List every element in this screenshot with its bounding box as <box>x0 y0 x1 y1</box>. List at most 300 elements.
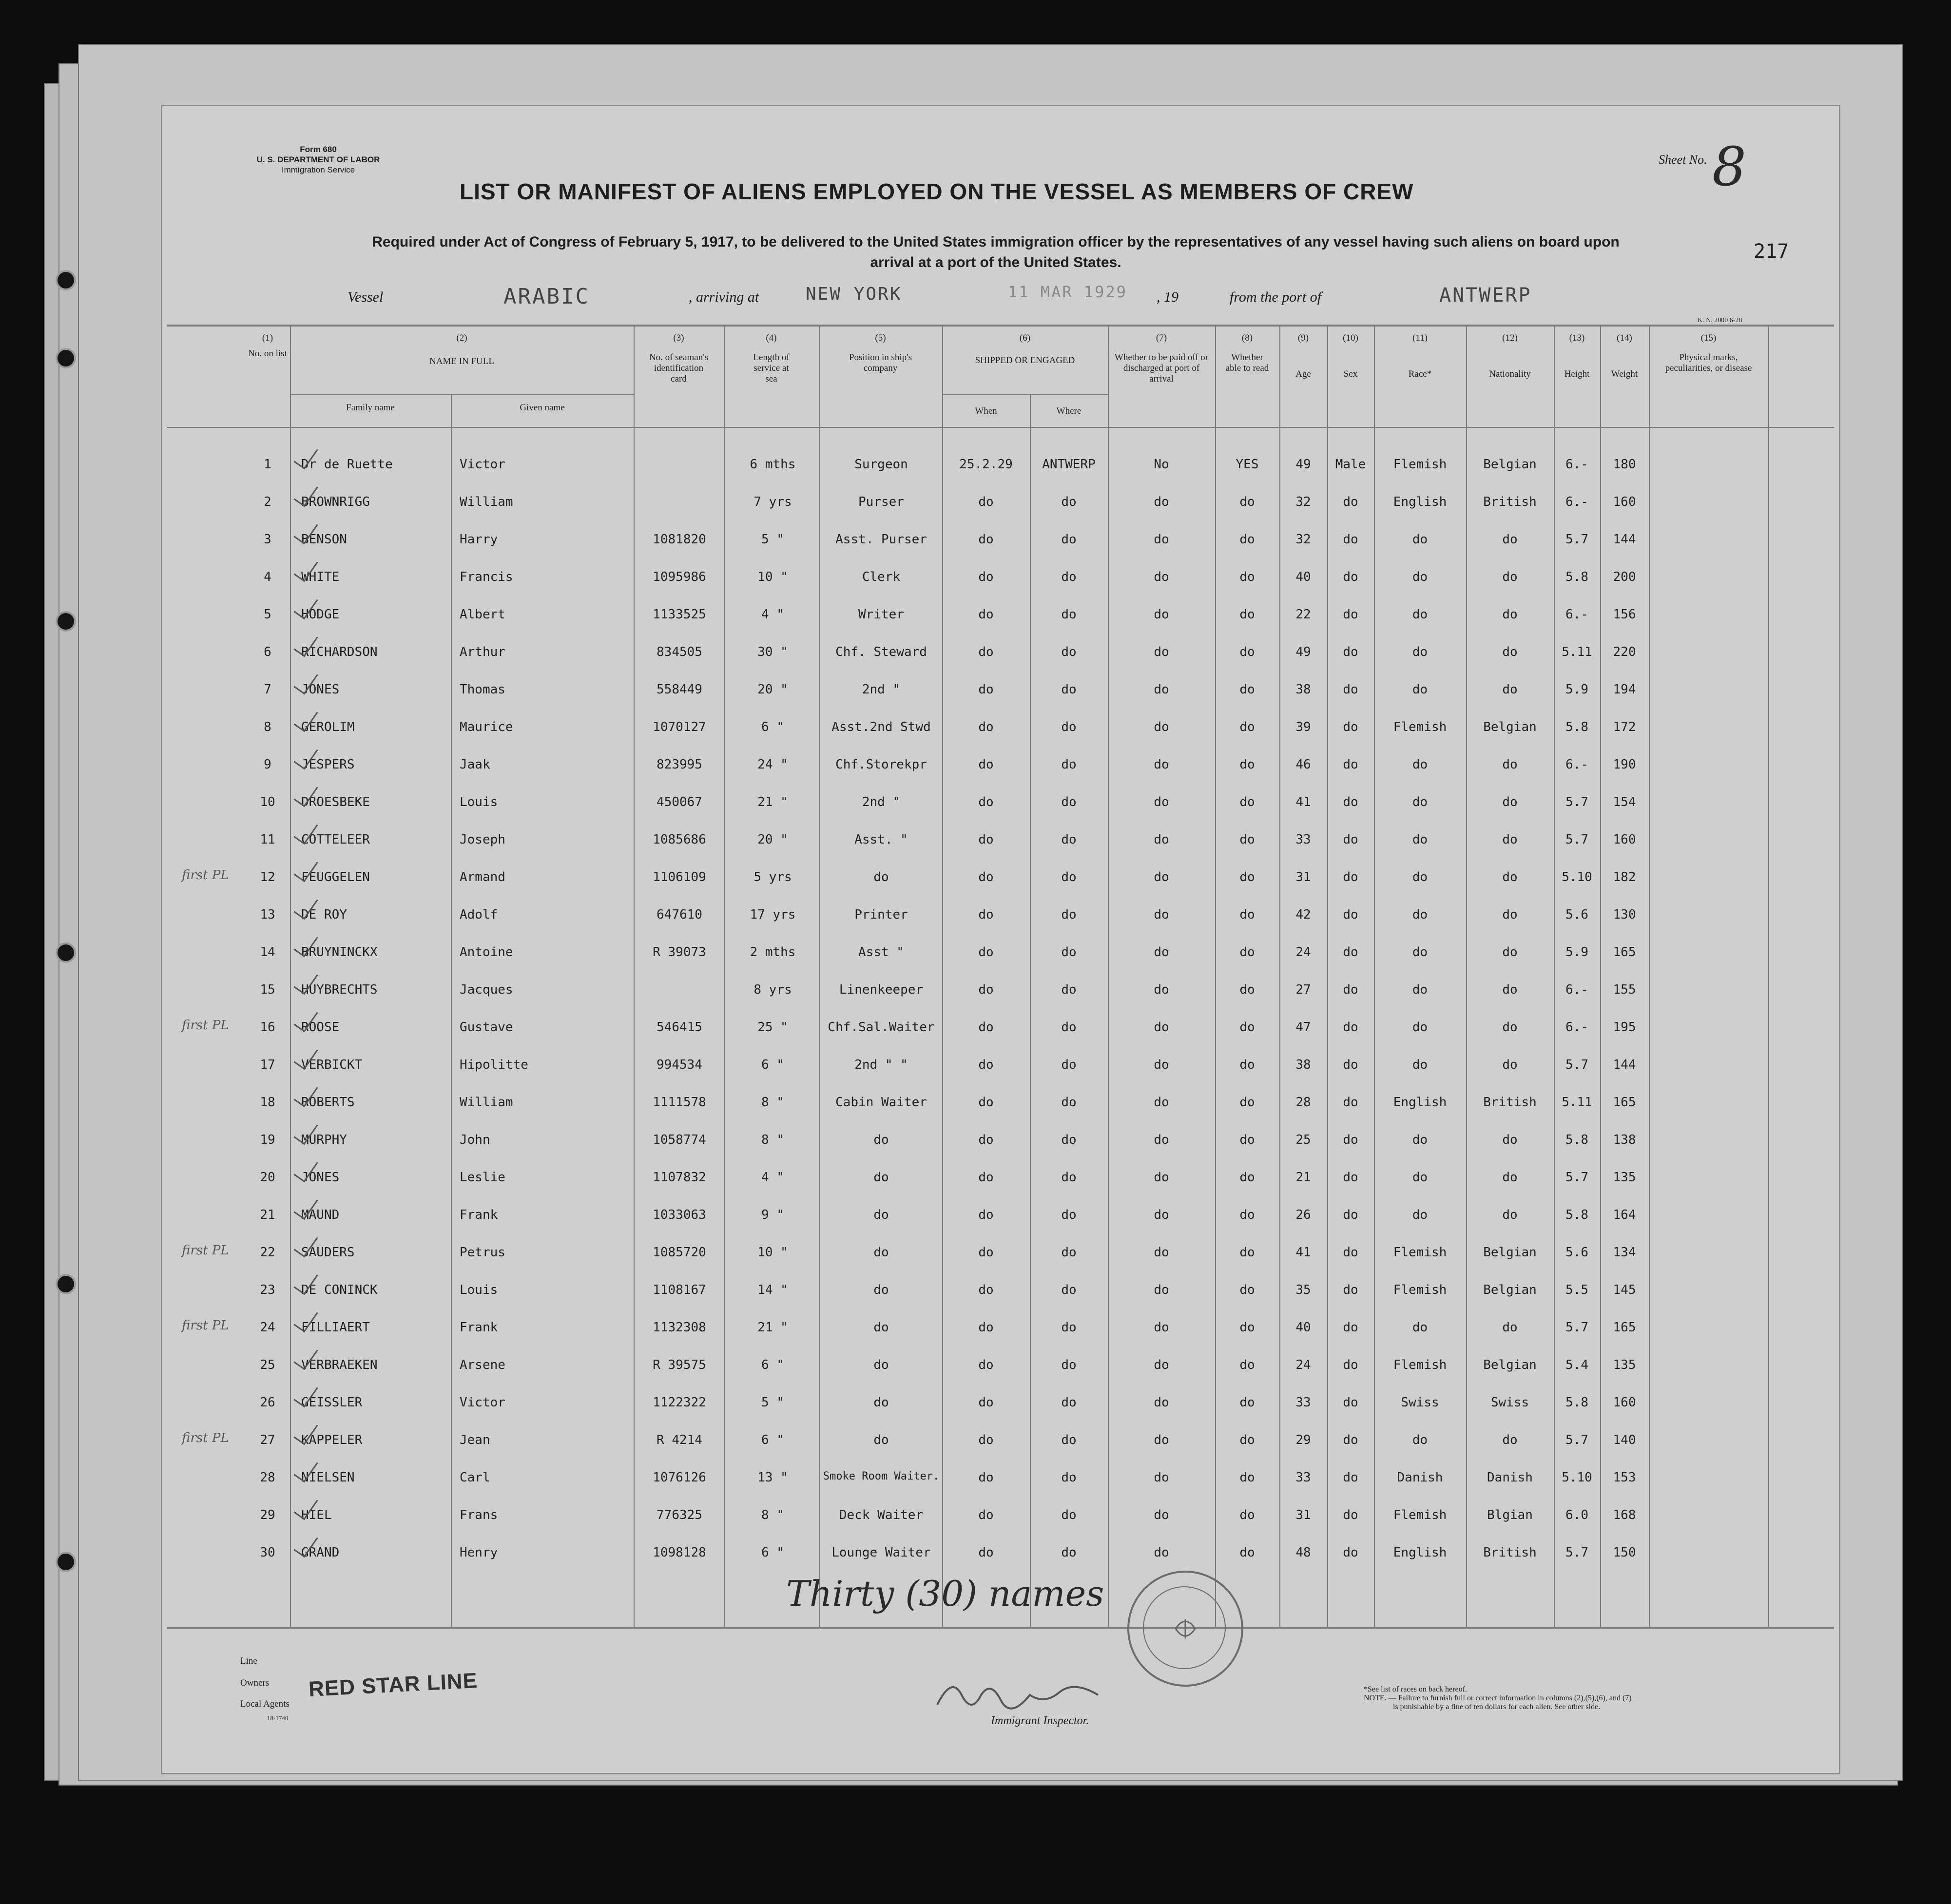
cell-no: 30 <box>260 1545 275 1560</box>
cell-able-to-read: do <box>1239 945 1255 960</box>
cell-given-name: Gustave <box>460 1020 513 1035</box>
cell-no: 23 <box>260 1283 275 1297</box>
cell-no: 19 <box>260 1133 275 1147</box>
cell-shipped-where: do <box>1061 645 1077 659</box>
cell-weight: 164 <box>1613 1208 1636 1222</box>
cell-position: Chf.Storekpr <box>835 757 927 772</box>
cell-length-service: 17 yrs <box>750 907 796 922</box>
cell-length-service: 6 " <box>761 1358 784 1372</box>
col-header-read: (8) Whether able to read <box>1225 333 1269 373</box>
cell-age: 41 <box>1295 795 1311 809</box>
cell-paid-off: do <box>1154 682 1169 697</box>
cell-position: do <box>873 1395 889 1410</box>
cell-sex: do <box>1343 1283 1358 1297</box>
cell-length-service: 4 " <box>761 1170 784 1185</box>
cell-weight: 172 <box>1613 720 1636 734</box>
cell-given-name: Joseph <box>460 832 505 847</box>
cell-shipped-when: do <box>978 1508 994 1522</box>
form-subtitle <box>260 232 1732 273</box>
cell-shipped-where: do <box>1061 495 1077 509</box>
cell-id-card: 558449 <box>657 682 702 697</box>
cell-given-name: Jacques <box>460 982 513 997</box>
seal-eagle-icon <box>1129 1573 1241 1685</box>
cell-position: Cabin Waiter <box>835 1095 927 1110</box>
cell-nationality: do <box>1502 907 1518 922</box>
cell-no: 26 <box>260 1395 275 1410</box>
cell-shipped-when: do <box>978 1283 994 1297</box>
cell-weight: 165 <box>1613 945 1636 960</box>
cell-nationality: do <box>1502 1020 1518 1035</box>
cell-height: 5.10 <box>1562 870 1592 885</box>
cell-age: 38 <box>1295 682 1311 697</box>
cell-id-card: R 39073 <box>653 945 706 960</box>
cell-weight: 165 <box>1613 1320 1636 1335</box>
cell-family-name: WHITE <box>301 570 340 584</box>
cell-id-card: 1070127 <box>653 720 706 734</box>
cell-family-name: GEROLIM <box>301 720 355 734</box>
cell-position: do <box>873 1358 889 1372</box>
cell-weight: 168 <box>1613 1508 1636 1522</box>
col-header-position: (5) Position in ship's company <box>849 333 912 373</box>
cell-race: do <box>1412 1133 1428 1147</box>
cell-age: 27 <box>1295 982 1311 997</box>
cell-race: do <box>1412 1433 1428 1447</box>
cell-weight: 160 <box>1613 832 1636 847</box>
cell-shipped-where: do <box>1061 870 1077 885</box>
cell-age: 48 <box>1295 1545 1311 1560</box>
col-header-paid-off: (7) Whether to be paid off or discharged at port of arrival <box>1114 333 1209 384</box>
cell-position: 2nd " <box>862 795 901 809</box>
cell-weight: 160 <box>1613 1395 1636 1410</box>
cell-length-service: 6 " <box>761 1058 784 1072</box>
cell-weight: 194 <box>1613 682 1636 697</box>
cell-position: do <box>873 1283 889 1297</box>
cell-family-name: FILLIAERT <box>301 1320 370 1335</box>
cell-id-card: 1081820 <box>653 532 706 547</box>
col-divider <box>1108 326 1109 1627</box>
cell-age: 39 <box>1295 720 1311 734</box>
cell-no: 11 <box>260 832 275 847</box>
cell-sex: do <box>1343 1545 1358 1560</box>
cell-weight: 154 <box>1613 795 1636 809</box>
cell-given-name: Victor <box>460 1395 505 1410</box>
col-divider <box>942 326 943 1627</box>
cell-sex: do <box>1343 870 1358 885</box>
cell-weight: 150 <box>1613 1545 1636 1560</box>
cell-race: Flemish <box>1393 457 1447 472</box>
cell-length-service: 4 " <box>761 607 784 622</box>
cell-race: Flemish <box>1393 720 1447 734</box>
cell-able-to-read: YES <box>1236 457 1259 472</box>
col-header-marks: (15) Physical marks, peculiarities, or disease <box>1665 333 1752 373</box>
cell-shipped-when: do <box>978 495 994 509</box>
cell-nationality: do <box>1502 645 1518 659</box>
cell-sex: do <box>1343 1095 1358 1110</box>
cell-paid-off: do <box>1154 795 1169 809</box>
cell-paid-off: do <box>1154 1058 1169 1072</box>
cell-position: do <box>873 1433 889 1447</box>
cell-height: 6.- <box>1565 457 1588 472</box>
cell-family-name: MURPHY <box>301 1133 347 1147</box>
cell-position: Clerk <box>862 570 901 584</box>
cell-sex: Male <box>1335 457 1366 472</box>
cell-height: 5.9 <box>1565 682 1588 697</box>
cell-no: 20 <box>260 1170 275 1185</box>
cell-position: 2nd " " <box>854 1058 908 1072</box>
cell-paid-off: do <box>1154 720 1169 734</box>
cell-paid-off: do <box>1154 1320 1169 1335</box>
cell-race: English <box>1393 495 1447 509</box>
cell-length-service: 21 " <box>757 795 788 809</box>
cell-id-card: 1058774 <box>653 1133 706 1147</box>
cell-no: 12 <box>260 870 275 885</box>
shipped-subheader-rule <box>942 394 1108 395</box>
cell-able-to-read: do <box>1239 532 1255 547</box>
closing-note: Thirty (30) names <box>786 1573 1104 1614</box>
cell-no: 29 <box>260 1508 275 1522</box>
cell-able-to-read: do <box>1239 832 1255 847</box>
cell-no: 1 <box>264 457 271 472</box>
cell-height: 6.- <box>1565 607 1588 622</box>
punch-hole <box>58 944 74 961</box>
cell-shipped-where: do <box>1061 1058 1077 1072</box>
cell-shipped-when: do <box>978 1433 994 1447</box>
cell-given-name: Victor <box>460 457 505 472</box>
cell-shipped-where: do <box>1061 1508 1077 1522</box>
col-divider <box>290 326 291 1627</box>
cell-paid-off: do <box>1154 1395 1169 1410</box>
cell-paid-off: do <box>1154 607 1169 622</box>
cell-able-to-read: do <box>1239 1095 1255 1110</box>
margin-note: first PL <box>182 1243 229 1258</box>
cell-nationality: Swiss <box>1490 1395 1529 1410</box>
cell-race: Flemish <box>1393 1358 1447 1372</box>
cell-position: Asst " <box>858 945 904 960</box>
cell-no: 22 <box>260 1245 275 1260</box>
cell-shipped-when: do <box>978 1208 994 1222</box>
vessel-name: ARABIC <box>503 284 590 309</box>
col-header-weight: (14) Weight <box>1611 333 1638 379</box>
cell-id-card: 1085686 <box>653 832 706 847</box>
cell-weight: 144 <box>1613 532 1636 547</box>
cell-height: 5.7 <box>1565 1320 1588 1335</box>
cell-height: 5.4 <box>1565 1358 1588 1372</box>
cell-id-card: 546415 <box>657 1020 702 1035</box>
cell-able-to-read: do <box>1239 645 1255 659</box>
punch-hole <box>58 613 74 630</box>
cell-sex: do <box>1343 1208 1358 1222</box>
cell-shipped-where: do <box>1061 1470 1077 1485</box>
cell-length-service: 30 " <box>757 645 788 659</box>
col-header-when: When <box>975 406 997 416</box>
cell-nationality: British <box>1483 1095 1537 1110</box>
cell-paid-off: do <box>1154 1545 1169 1560</box>
cell-weight: 195 <box>1613 1020 1636 1035</box>
cell-shipped-when: do <box>978 570 994 584</box>
cell-position: Linenkeeper <box>839 982 924 997</box>
cell-no: 8 <box>264 720 271 734</box>
cell-shipped-when: do <box>978 1170 994 1185</box>
cell-weight: 180 <box>1613 457 1636 472</box>
cell-age: 24 <box>1295 945 1311 960</box>
col-divider <box>819 326 820 1627</box>
cell-id-card: 1095986 <box>653 570 706 584</box>
cell-height: 6.0 <box>1565 1508 1588 1522</box>
col-divider <box>1215 326 1216 1627</box>
cell-race: do <box>1412 682 1428 697</box>
cell-position: Surgeon <box>854 457 908 472</box>
manifest-sheet <box>161 105 1840 1774</box>
cell-weight: 138 <box>1613 1133 1636 1147</box>
cell-able-to-read: do <box>1239 1283 1255 1297</box>
cell-weight: 220 <box>1613 645 1636 659</box>
cell-nationality: do <box>1502 1058 1518 1072</box>
cell-race: do <box>1412 795 1428 809</box>
cell-shipped-when: do <box>978 1470 994 1485</box>
cell-age: 31 <box>1295 1508 1311 1522</box>
cell-shipped-when: do <box>978 832 994 847</box>
cell-no: 2 <box>264 495 271 509</box>
cell-shipped-when: do <box>978 1245 994 1260</box>
cell-shipped-where: do <box>1061 757 1077 772</box>
cell-nationality: do <box>1502 532 1518 547</box>
cell-nationality: do <box>1502 1208 1518 1222</box>
cell-family-name: COTTELEER <box>301 832 370 847</box>
cell-race: do <box>1412 1320 1428 1335</box>
cell-height: 5.7 <box>1565 795 1588 809</box>
cell-able-to-read: do <box>1239 1058 1255 1072</box>
port-label: from the port of <box>1230 289 1322 305</box>
cell-family-name: DE ROY <box>301 907 347 922</box>
cell-height: 5.8 <box>1565 720 1588 734</box>
cell-no: 14 <box>260 945 275 960</box>
cell-able-to-read: do <box>1239 1320 1255 1335</box>
cell-given-name: Henry <box>460 1545 498 1560</box>
cell-no: 21 <box>260 1208 275 1222</box>
cell-length-service: 9 " <box>761 1208 784 1222</box>
col-divider <box>1327 326 1328 1627</box>
cell-paid-off: do <box>1154 832 1169 847</box>
cell-no: 6 <box>264 645 271 659</box>
cell-no: 18 <box>260 1095 275 1110</box>
cell-sex: do <box>1343 720 1358 734</box>
cell-family-name: GEISSLER <box>301 1395 363 1410</box>
cell-paid-off: do <box>1154 945 1169 960</box>
cell-position: do <box>873 1245 889 1260</box>
margin-note: first PL <box>182 1431 229 1445</box>
cell-able-to-read: do <box>1239 1433 1255 1447</box>
cell-weight: 165 <box>1613 1095 1636 1110</box>
cell-age: 40 <box>1295 1320 1311 1335</box>
col-header-shipped: (6) SHIPPED OR ENGAGED <box>975 333 1075 365</box>
cell-sex: do <box>1343 1320 1358 1335</box>
cell-paid-off: do <box>1154 907 1169 922</box>
col-header-card: (3) No. of seaman's identification card <box>649 333 709 384</box>
cell-paid-off: do <box>1154 570 1169 584</box>
cell-able-to-read: do <box>1239 1245 1255 1260</box>
cell-family-name: MAUND <box>301 1208 340 1222</box>
table-top-rule <box>167 325 1834 327</box>
cell-given-name: Louis <box>460 1283 498 1297</box>
page-title: LIST OR MANIFEST OF ALIENS EMPLOYED ON THE VESSEL AS MEMBERS OF CREW <box>460 179 1414 204</box>
cell-id-card: 1122322 <box>653 1395 706 1410</box>
cell-sex: do <box>1343 1058 1358 1072</box>
cell-paid-off: do <box>1154 1470 1169 1485</box>
cell-given-name: Petrus <box>460 1245 505 1260</box>
cell-given-name: Adolf <box>460 907 498 922</box>
cell-position: do <box>873 1170 889 1185</box>
cell-paid-off: do <box>1154 1245 1169 1260</box>
cell-nationality: Belgian <box>1483 1358 1537 1372</box>
cell-sex: do <box>1343 682 1358 697</box>
cell-shipped-where: do <box>1061 1133 1077 1147</box>
cell-nationality: do <box>1502 757 1518 772</box>
cell-position: Asst. " <box>854 832 908 847</box>
cell-given-name: Hipolitte <box>460 1058 528 1072</box>
cell-sex: do <box>1343 1395 1358 1410</box>
cell-paid-off: do <box>1154 532 1169 547</box>
cell-family-name: BRUYNINCKX <box>301 945 378 960</box>
red-star-line-stamp: RED STAR LINE <box>308 1668 479 1702</box>
cell-height: 6.- <box>1565 1020 1588 1035</box>
cell-paid-off: do <box>1154 495 1169 509</box>
cell-able-to-read: do <box>1239 1133 1255 1147</box>
cell-paid-off: do <box>1154 1358 1169 1372</box>
cell-family-name: FEUGGELEN <box>301 870 370 885</box>
cell-id-card: R 4214 <box>657 1433 702 1447</box>
cell-nationality: Blgian <box>1487 1508 1533 1522</box>
cell-id-card: 450067 <box>657 795 702 809</box>
cell-shipped-when: do <box>978 907 994 922</box>
cell-length-service: 5 " <box>761 1395 784 1410</box>
punch-hole <box>58 1276 74 1292</box>
cell-given-name: Arsene <box>460 1358 505 1372</box>
cell-race: do <box>1412 570 1428 584</box>
cell-family-name: JESPERS <box>301 757 355 772</box>
cell-shipped-when: do <box>978 1320 994 1335</box>
cell-race: Swiss <box>1401 1395 1439 1410</box>
cell-length-service: 5 yrs <box>753 870 792 885</box>
cell-id-card: 1098128 <box>653 1545 706 1560</box>
cell-length-service: 6 mths <box>750 457 796 472</box>
col-header-height: (13) Height <box>1564 333 1590 379</box>
cell-position: do <box>873 1133 889 1147</box>
cell-race: do <box>1412 1058 1428 1072</box>
col-divider <box>724 326 725 1627</box>
cell-paid-off: do <box>1154 870 1169 885</box>
cell-age: 32 <box>1295 495 1311 509</box>
cell-age: 41 <box>1295 1245 1311 1260</box>
cell-sex: do <box>1343 795 1358 809</box>
cell-weight: 155 <box>1613 982 1636 997</box>
cell-given-name: Francis <box>460 570 513 584</box>
cell-shipped-where: do <box>1061 1358 1077 1372</box>
col-header-nationality: (12) Nationality <box>1489 333 1531 379</box>
cell-nationality: Belgian <box>1483 1245 1537 1260</box>
cell-sex: do <box>1343 1170 1358 1185</box>
cell-position: do <box>873 1208 889 1222</box>
cell-given-name: Harry <box>460 532 498 547</box>
cell-length-service: 21 " <box>757 1320 788 1335</box>
cell-no: 17 <box>260 1058 275 1072</box>
cell-weight: 182 <box>1613 870 1636 885</box>
cell-shipped-when: do <box>978 945 994 960</box>
margin-note: first PL <box>182 1018 229 1033</box>
cell-nationality: do <box>1502 1170 1518 1185</box>
year-label: , 19 <box>1157 289 1178 305</box>
col-divider <box>634 326 635 1627</box>
cell-nationality: do <box>1502 982 1518 997</box>
cell-no: 28 <box>260 1470 275 1485</box>
cell-sex: do <box>1343 1020 1358 1035</box>
cell-weight: 145 <box>1613 1283 1636 1297</box>
cell-nationality: Belgian <box>1483 457 1537 472</box>
col-header-name: (2) NAME IN FULL <box>429 333 494 366</box>
cell-id-card: 834505 <box>657 645 702 659</box>
cell-sex: do <box>1343 1133 1358 1147</box>
cell-able-to-read: do <box>1239 1470 1255 1485</box>
cell-nationality: do <box>1502 945 1518 960</box>
cell-race: English <box>1393 1545 1447 1560</box>
cell-weight: 140 <box>1613 1433 1636 1447</box>
cell-length-service: 10 " <box>757 570 788 584</box>
cell-nationality: do <box>1502 832 1518 847</box>
cell-nationality: do <box>1502 682 1518 697</box>
cell-sex: do <box>1343 1508 1358 1522</box>
printer-code: 18-1740 <box>267 1714 289 1722</box>
cell-age: 33 <box>1295 1395 1311 1410</box>
cell-given-name: William <box>460 495 513 509</box>
cell-id-card: 1085720 <box>653 1245 706 1260</box>
col-divider <box>1649 326 1650 1627</box>
cell-shipped-where: do <box>1061 682 1077 697</box>
cell-shipped-when: do <box>978 720 994 734</box>
cell-shipped-when: do <box>978 795 994 809</box>
cell-race: do <box>1412 1170 1428 1185</box>
col-header-length: (4) Length of service at sea <box>753 333 790 384</box>
cell-able-to-read: do <box>1239 1358 1255 1372</box>
cell-height: 6.- <box>1565 757 1588 772</box>
cell-paid-off: do <box>1154 1208 1169 1222</box>
cell-sex: do <box>1343 1470 1358 1485</box>
col-divider <box>1466 326 1467 1627</box>
form-number: Form 680 <box>300 145 337 154</box>
consulate-seal <box>1127 1571 1243 1687</box>
cell-age: 38 <box>1295 1058 1311 1072</box>
cell-family-name: JONES <box>301 682 340 697</box>
cell-given-name: Albert <box>460 607 505 622</box>
cell-sex: do <box>1343 495 1358 509</box>
table-bottom-rule <box>167 1627 1834 1629</box>
col-divider <box>451 394 452 1627</box>
cell-family-name: DE CONINCK <box>301 1283 378 1297</box>
cell-nationality: do <box>1502 607 1518 622</box>
cell-age: 31 <box>1295 870 1311 885</box>
cell-paid-off: do <box>1154 1133 1169 1147</box>
cell-shipped-when: do <box>978 645 994 659</box>
cell-race: do <box>1412 645 1428 659</box>
cell-race: Danish <box>1397 1470 1443 1485</box>
cell-age: 33 <box>1295 832 1311 847</box>
cell-no: 13 <box>260 907 275 922</box>
cell-shipped-when: do <box>978 607 994 622</box>
cell-given-name: Armand <box>460 870 505 885</box>
print-code: K. N. 2000 6-28 <box>1698 317 1742 324</box>
cell-length-service: 20 " <box>757 832 788 847</box>
cell-length-service: 24 " <box>757 757 788 772</box>
cell-able-to-read: do <box>1239 1020 1255 1035</box>
subtitle-line-1: Required under Act of Congress of February 5, 1917, to be delivered to the United States immigration officer by the representatives of any vessel having such aliens on board upon <box>372 234 1620 250</box>
